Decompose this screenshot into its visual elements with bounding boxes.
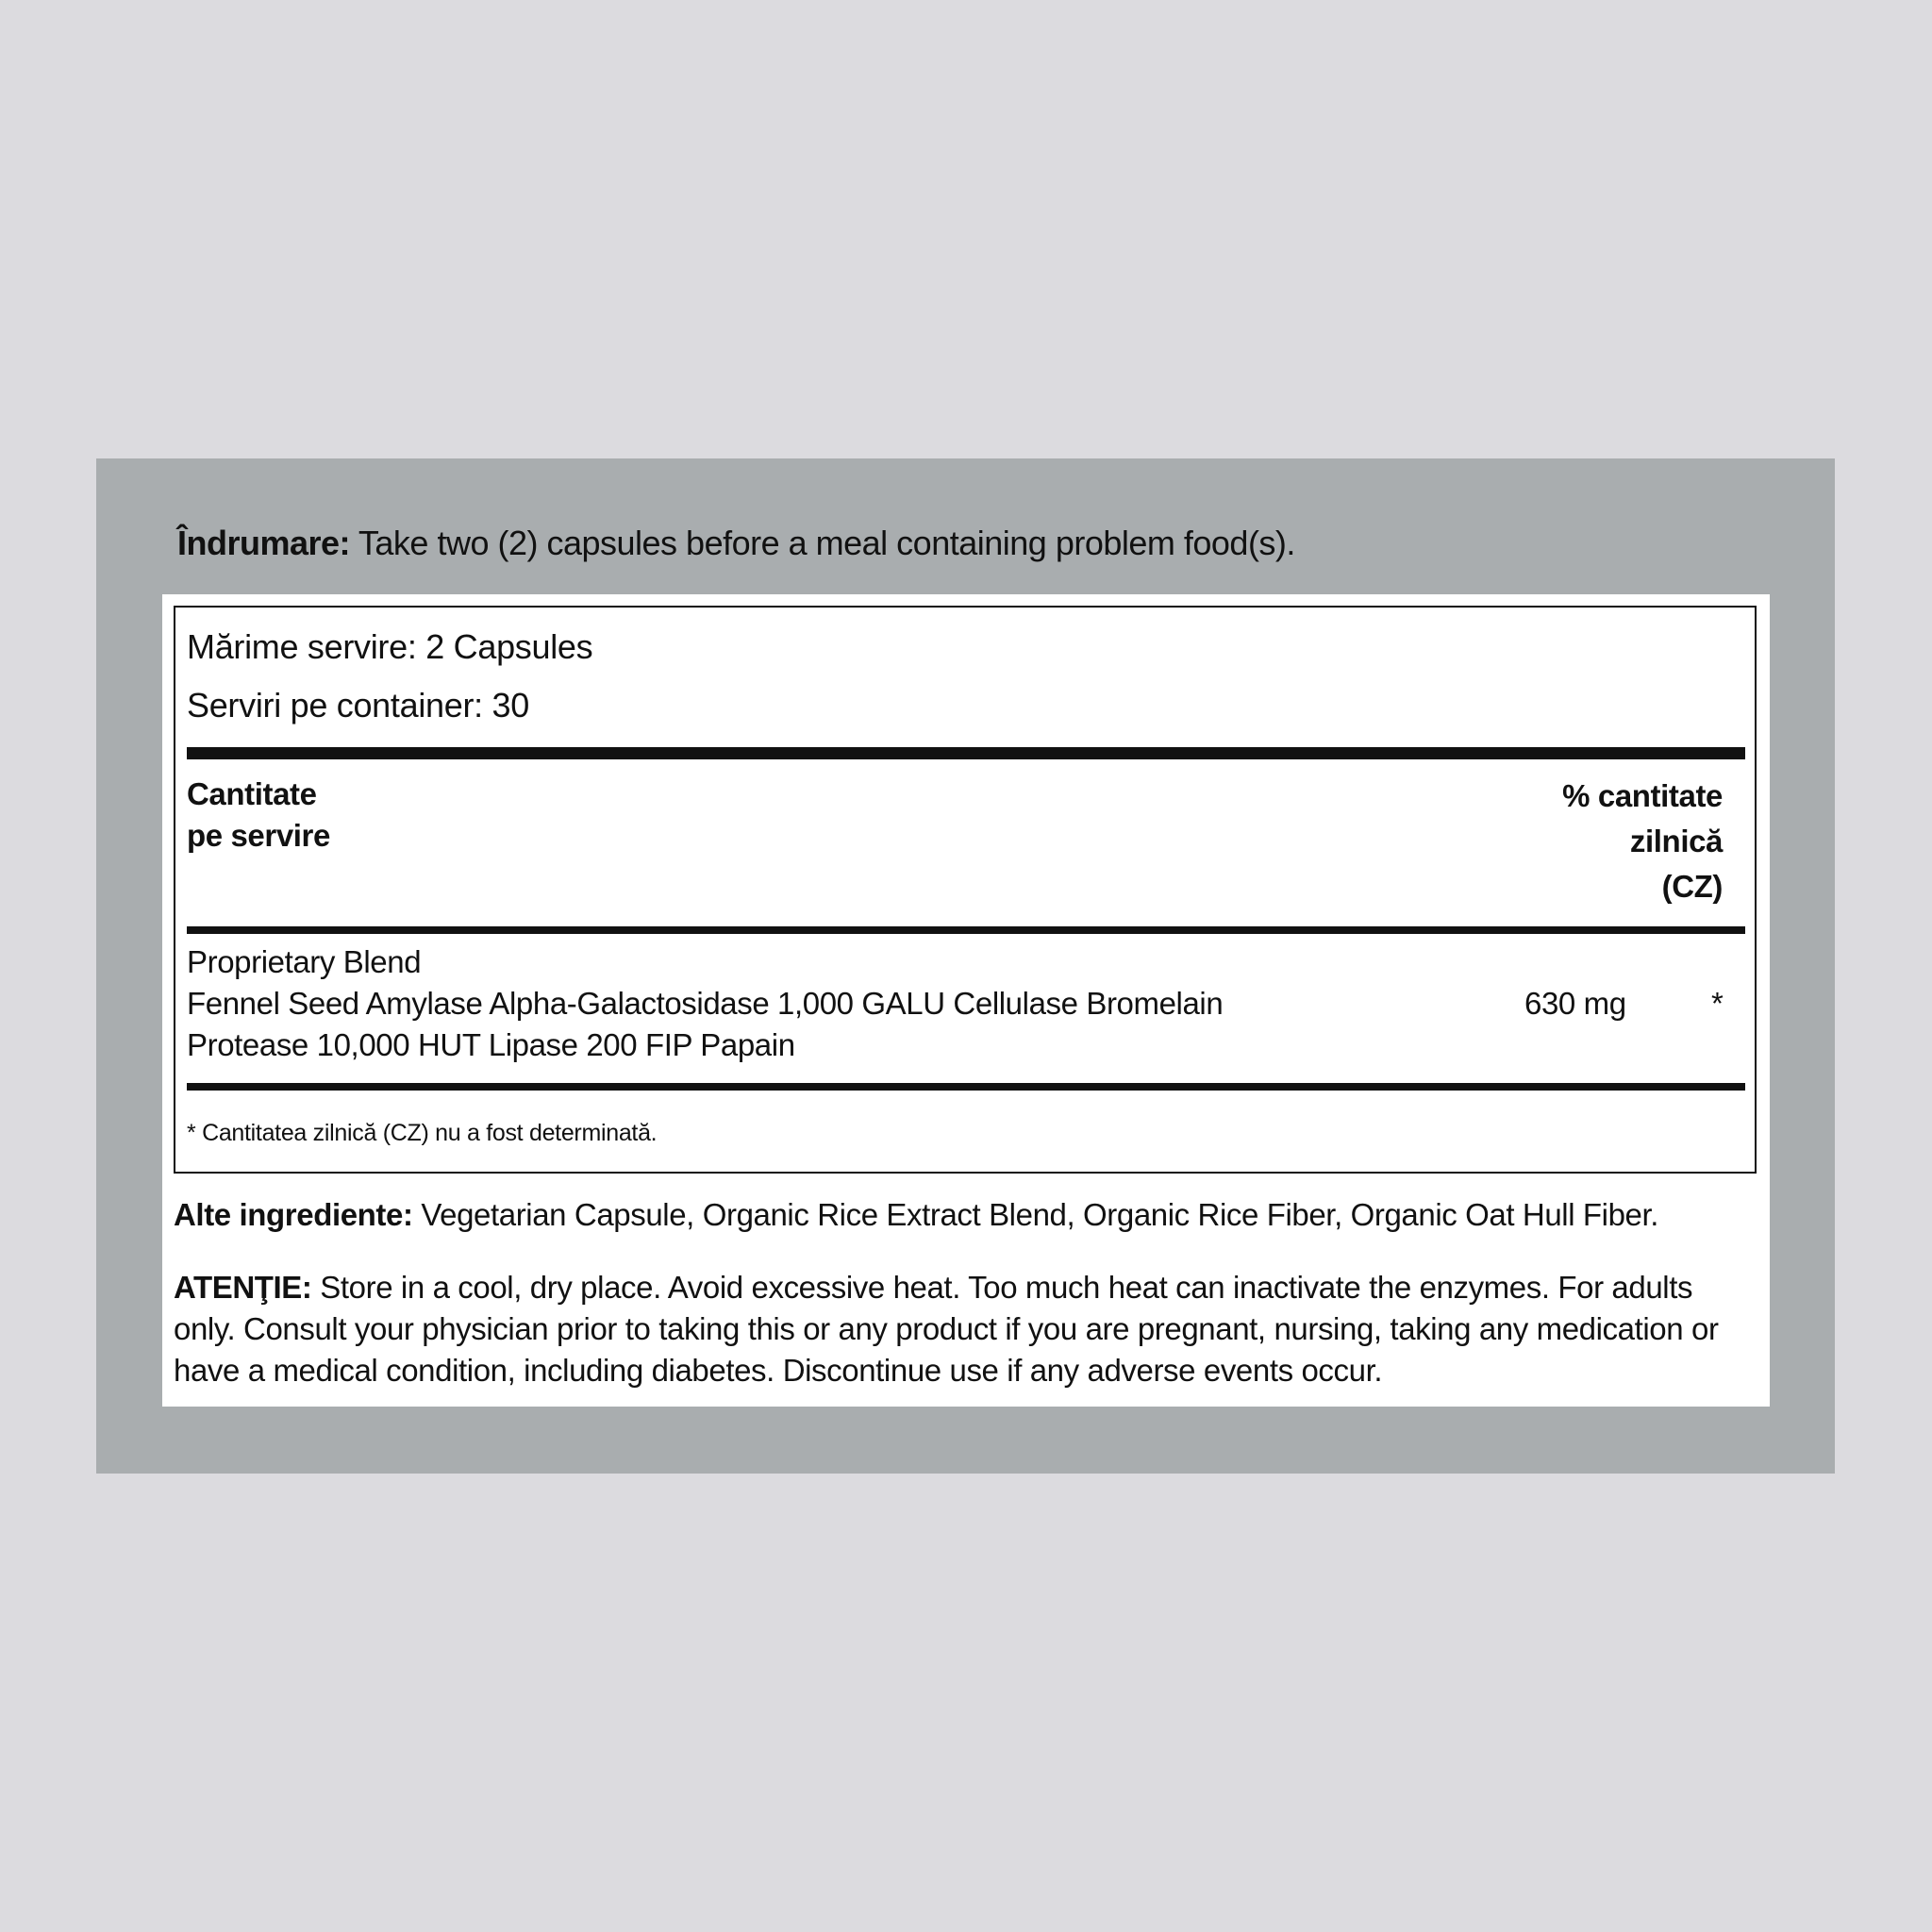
divider-medium-bottom: [187, 1083, 1745, 1091]
serving-size: Mărime servire: 2 Capsules: [187, 627, 593, 666]
amount-header-line-1: Cantitate: [187, 776, 317, 811]
directions: [177, 521, 1295, 566]
warning-label: ATENŢIE:: [174, 1270, 312, 1305]
proprietary-blend: [187, 941, 1223, 1066]
blend-ingredients-line-1: Fennel Seed Amylase Alpha-Galactosidase 1,000 GALU Cellulase Bromelain: [187, 986, 1224, 1021]
divider-medium: [187, 926, 1745, 934]
blend-name: Proprietary Blend: [187, 944, 422, 979]
dv-header-line-2: zilnică: [1629, 824, 1723, 858]
divider-thick: [187, 747, 1745, 759]
amount-header-line-2: pe servire: [187, 818, 330, 853]
other-ingredients-text: Vegetarian Capsule, Organic Rice Extract Blend, Organic Rice Fiber, Organic Oat Hull Fiber.: [412, 1197, 1659, 1232]
amount-per-serving-header: [187, 774, 330, 857]
directions-label: Îndrumare:: [177, 524, 351, 562]
dv-header-line-3: (CZ): [1661, 869, 1723, 904]
warning: [174, 1267, 1730, 1391]
servings-per-container: Serviri pe container: 30: [187, 686, 529, 724]
blend-amount: 630 mg: [1524, 986, 1626, 1021]
directions-text: Take two (2) capsules before a meal containing problem food(s).: [350, 524, 1295, 562]
daily-value-footnote: * Cantitatea zilnică (CZ) nu a fost determinată.: [187, 1120, 658, 1146]
other-ingredients-label: Alte ingrediente:: [174, 1197, 413, 1232]
other-ingredients: [174, 1194, 1658, 1236]
daily-value-header: [1562, 774, 1723, 909]
blend-ingredients-line-2: Protease 10,000 HUT Lipase 200 FIP Papain: [187, 1027, 795, 1062]
warning-text: Store in a cool, dry place. Avoid excessive heat. Too much heat can inactivate the enzymes. For adults only. Consult your physician prior to taking this or any product if you are pregnant, nursing, taking any medication or have a medical condition, including diabetes. Discontinue use if any adverse events occur.: [174, 1270, 1719, 1388]
dv-header-line-1: % cantitate: [1562, 778, 1723, 813]
supplement-facts-box: [174, 606, 1757, 1174]
blend-daily-value: *: [1711, 986, 1724, 1021]
